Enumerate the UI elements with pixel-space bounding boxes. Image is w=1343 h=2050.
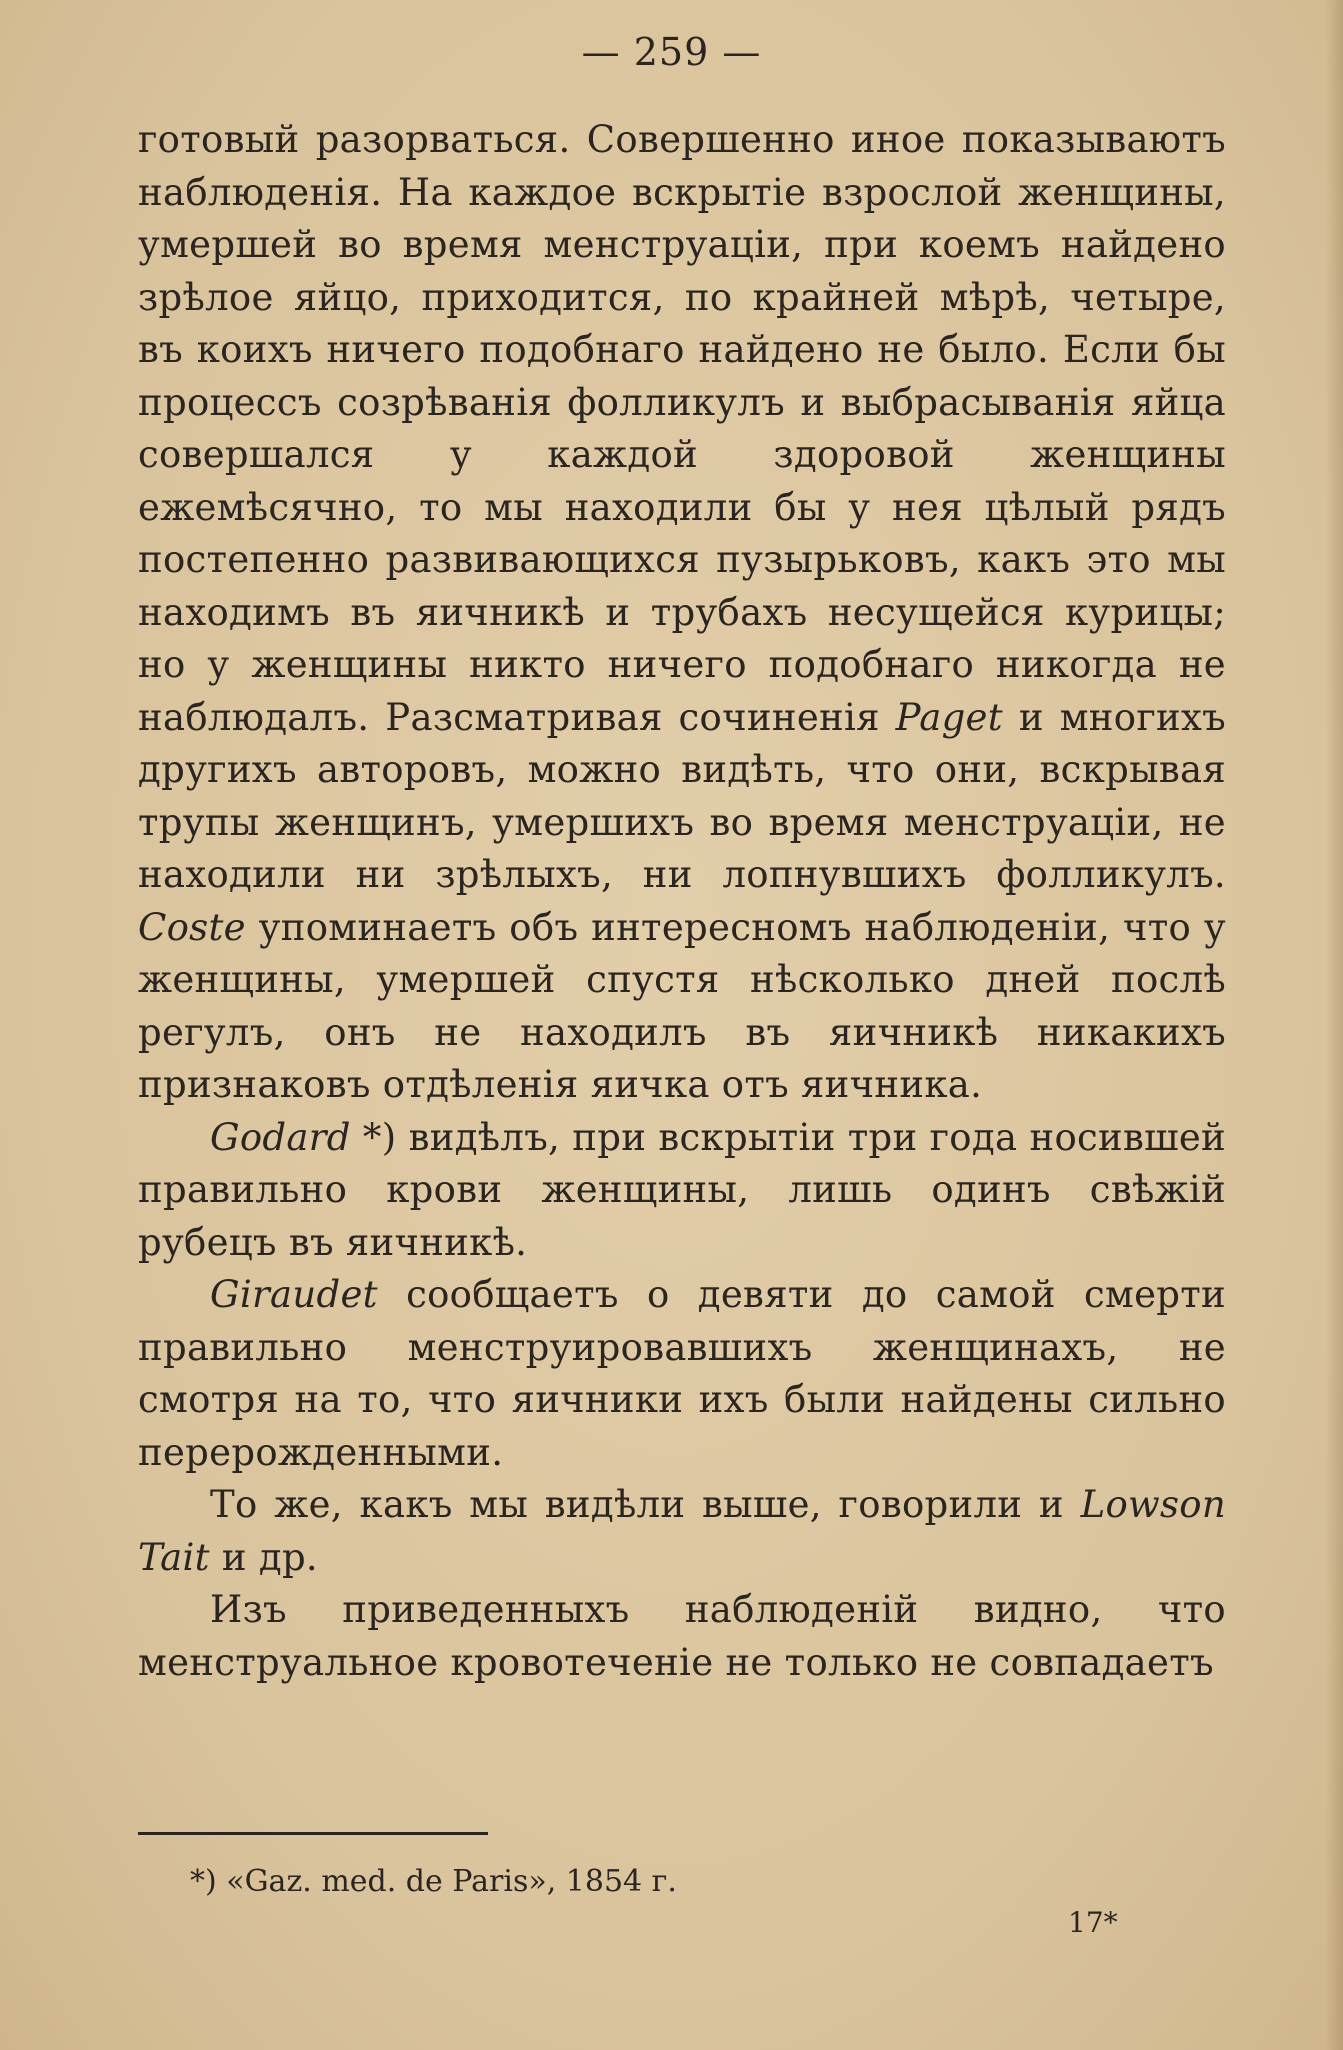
text-run: готовый разорваться. Совершенно иное показываютъ наблюденія. На каждое вскрытіе взрослой женщины, умершей во время менструаціи, при коемъ найдено зрѣлое яйцо, приходится, по крайней мѣрѣ, четыре, въ коихъ ничего подобнаго найдено не было. Если бы процессъ созрѣванія фолликулъ и выбрасыванія яйца совершался у каждой здоровой женщины ежемѣсячно, то мы находили бы у нея цѣлый рядъ постепенно развивающихся пузырьковъ, какъ это мы находимъ въ яичникѣ и трубахъ несущейся курицы; но у женщины никто ничего подобнаго никогда не наблюдалъ. Разсматривая сочиненія [138,118,1226,739]
printer-signature: 17* [1068,1906,1118,1939]
paragraph [138,114,1226,1112]
body-text [138,114,1226,1689]
text-run: То же, какъ мы видѣли выше, говорили и [210,1483,1081,1526]
text-run: и др. [209,1535,318,1579]
paragraph [138,1584,1226,1689]
page-number: — 259 — [581,30,762,74]
footnote: *) «Gaz. med. de Paris», 1854 г. [190,1864,677,1899]
paragraph [138,1269,1226,1479]
text-run: и многихъ другихъ авторовъ, можно видѣть, что они, вскрывая трупы женщинъ, умершихъ во время менструаціи, не находили ни зрѣлыхъ, ни лопнувшихъ фолликулъ. [138,695,1226,896]
paragraph [138,1112,1226,1270]
text-run: *) видѣлъ, при вскрытіи три года носившей правильно крови женщины, лишь одинъ свѣжій рубецъ въ яичникѣ. [138,1115,1226,1264]
footnote-divider [138,1832,488,1835]
text-run: сообщаетъ о девяти до самой смерти правильно менструировавшихъ женщинахъ, не смотря на то, что яичники ихъ были найдены сильно перерожденными. [138,1273,1226,1474]
paragraph [138,1479,1226,1584]
author-name: Godard [210,1115,351,1159]
author-name: Coste [138,905,246,949]
author-name: Giraudet [210,1273,378,1316]
author-name: Paget [895,695,1003,739]
text-run: упоминаетъ объ интересномъ наблюденіи, что у женщины, умершей спустя нѣсколько дней послѣ регулъ, онъ не находилъ въ яичникѣ никакихъ признаковъ отдѣленія яичка отъ яичника. [138,905,1226,1106]
author-name: Lowson Tait [138,1483,1226,1579]
page-edge-shadow [1325,0,1343,2050]
text-run: Изъ приведенныхъ наблюденій видно, что менструальное кровотеченіе не только не совпадаетъ [138,1588,1226,1684]
